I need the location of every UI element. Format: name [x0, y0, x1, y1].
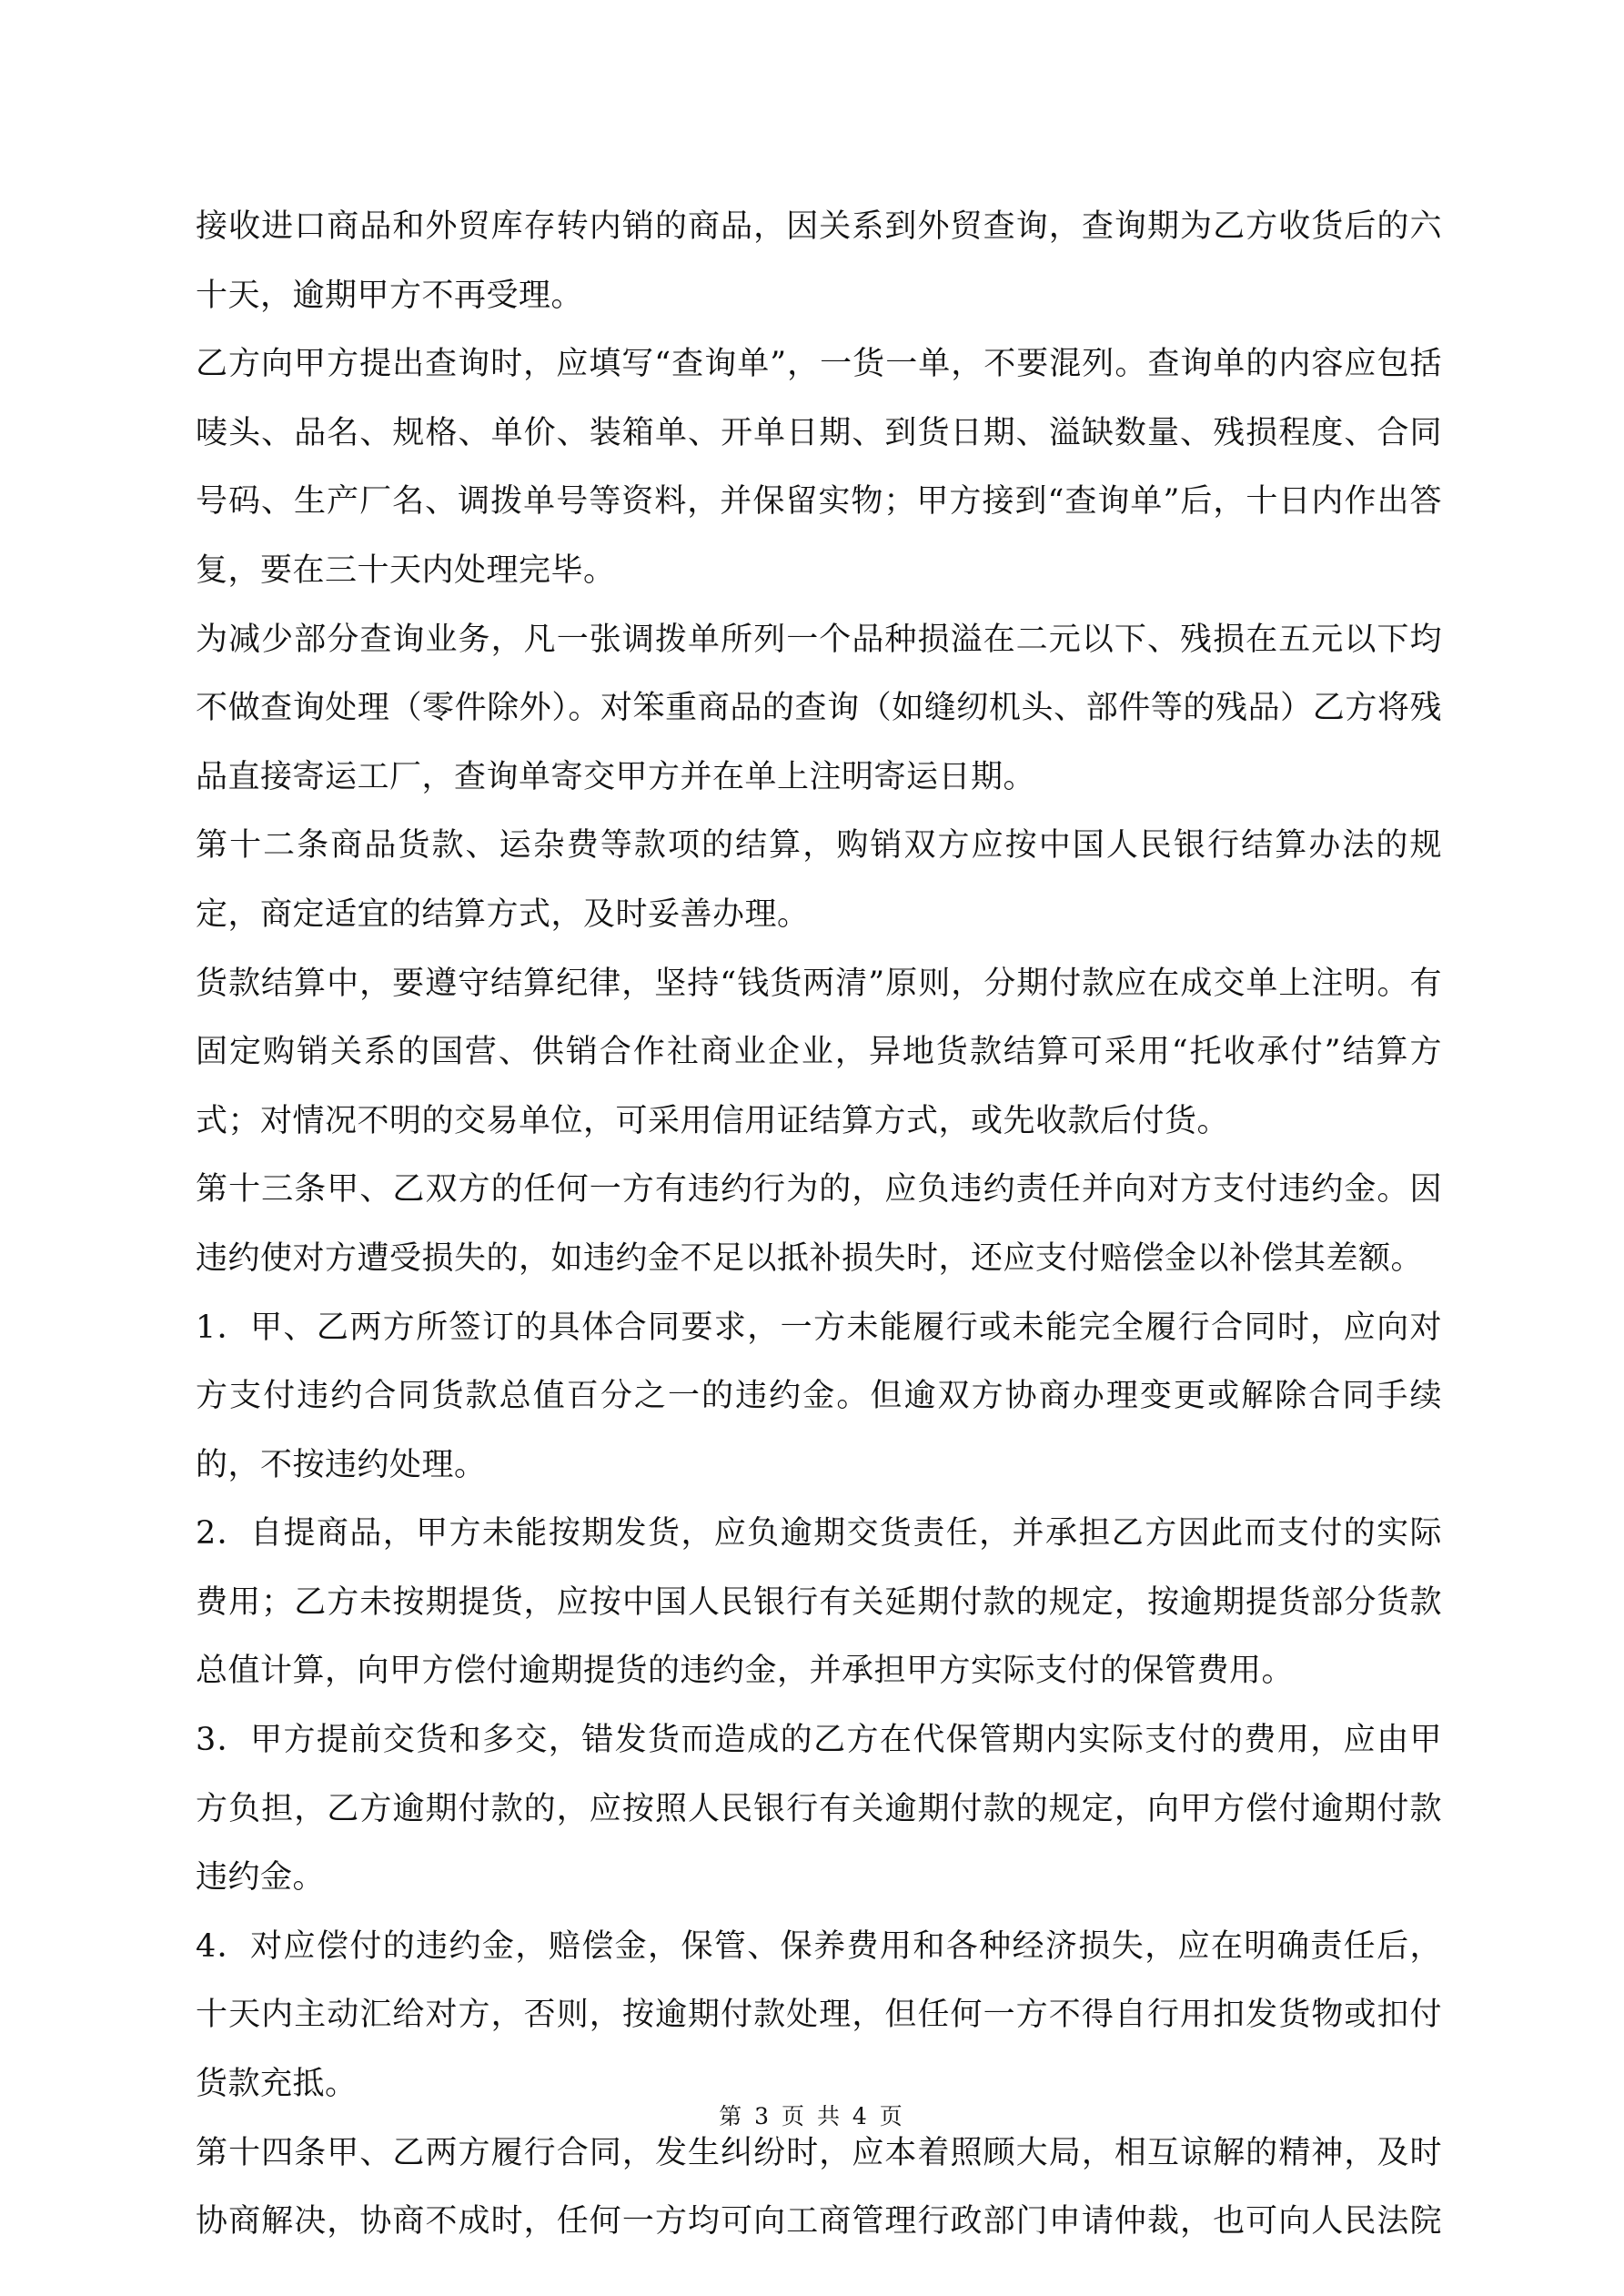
paragraph-payment-settlement: 货款结算中，要遵守结算纪律，坚持“钱货两清”原则，分期付款应在成交单上注明。有固定购销关系的国营、供销合作社商业企业，异地货款结算可采用“托收承付”结算方式；对情况不明的交易单位，可采用信用证结算方式，或先收款后付货。: [196, 965, 1442, 1139]
paragraph-clause-1: 1．甲、乙两方所签订的具体合同要求，一方未能履行或未能完全履行合同时，应向对方支付违约合同货款总值百分之一的违约金。但逾双方协商办理变更或解除合同手续的，不按违约处理。: [196, 1309, 1442, 1483]
paragraph-clause-4: 4．对应偿付的违约金，赔偿金，保管、保养费用和各种经济损失，应在明确责任后，十天内主动汇给对方，否则，按逾期付款处理，但任何一方不得自行用扣发货物或扣付货款充抵。: [196, 1927, 1442, 2103]
page-number-footer: 第 3 页 共 4 页: [719, 2103, 905, 2129]
document-body: [196, 193, 1442, 2257]
paragraph-article-13: 第十三条甲、乙双方的任何一方有违约行为的，应负违约责任并向对方支付违约金。因违约使对方遭受损失的，如违约金不足以抵补损失时，还应支付赔偿金以补偿其差额。: [196, 1171, 1442, 1277]
paragraph-clause-2: 2．自提商品，甲方未能按期发货，应负逾期交货责任，并承担乙方因此而支付的实际费用；乙方未按期提货，应按中国人民银行有关延期付款的规定，按逾期提货部分货款总值计算，向甲方偿付逾期提货的违约金，并承担甲方实际支付的保管费用。: [196, 1515, 1442, 1690]
paragraph-article-14: 第十四条甲、乙两方履行合同，发生纠纷时，应本着照顾大局，相互谅解的精神，及时协商解决，协商不成时，任何一方均可向工商管理行政部门申请仲裁，也可向人民法院: [196, 2134, 1442, 2240]
paragraph-article-12: 第十二条商品货款、运杂费等款项的结算，购销双方应按中国人民银行结算办法的规定，商定适宜的结算方式，及时妥善办理。: [196, 827, 1442, 933]
paragraph-reduce-inquiry: 为减少部分查询业务，凡一张调拨单所列一个品种损溢在二元以下、残损在五元以下均不做查询处理（零件除外）。对笨重商品的查询（如缝纫机头、部件等的残品）乙方将残品直接寄运工厂，查询单寄交甲方并在单上注明寄运日期。: [196, 621, 1442, 795]
paragraph-inquiry-form: 乙方向甲方提出查询时，应填写“查询单”，一货一单，不要混列。查询单的内容应包括唛头、品名、规格、单价、装箱单、开单日期、到货日期、溢缺数量、残损程度、合同号码、生产厂名、调拨单号等资料，并保留实物；甲方接到“查询单”后，十日内作出答复，要在三十天内处理完毕。: [196, 346, 1442, 589]
paragraph-clause-3: 3．甲方提前交货和多交，错发货而造成的乙方在代保管期内实际支付的费用，应由甲方负担，乙方逾期付款的，应按照人民银行有关逾期付款的规定，向甲方偿付逾期付款违约金。: [196, 1722, 1442, 1896]
paragraph-foreign-trade-inquiry: 接收进口商品和外贸库存转内销的商品，因关系到外贸查询，查询期为乙方收货后的六十天，逾期甲方不再受理。: [196, 208, 1442, 314]
